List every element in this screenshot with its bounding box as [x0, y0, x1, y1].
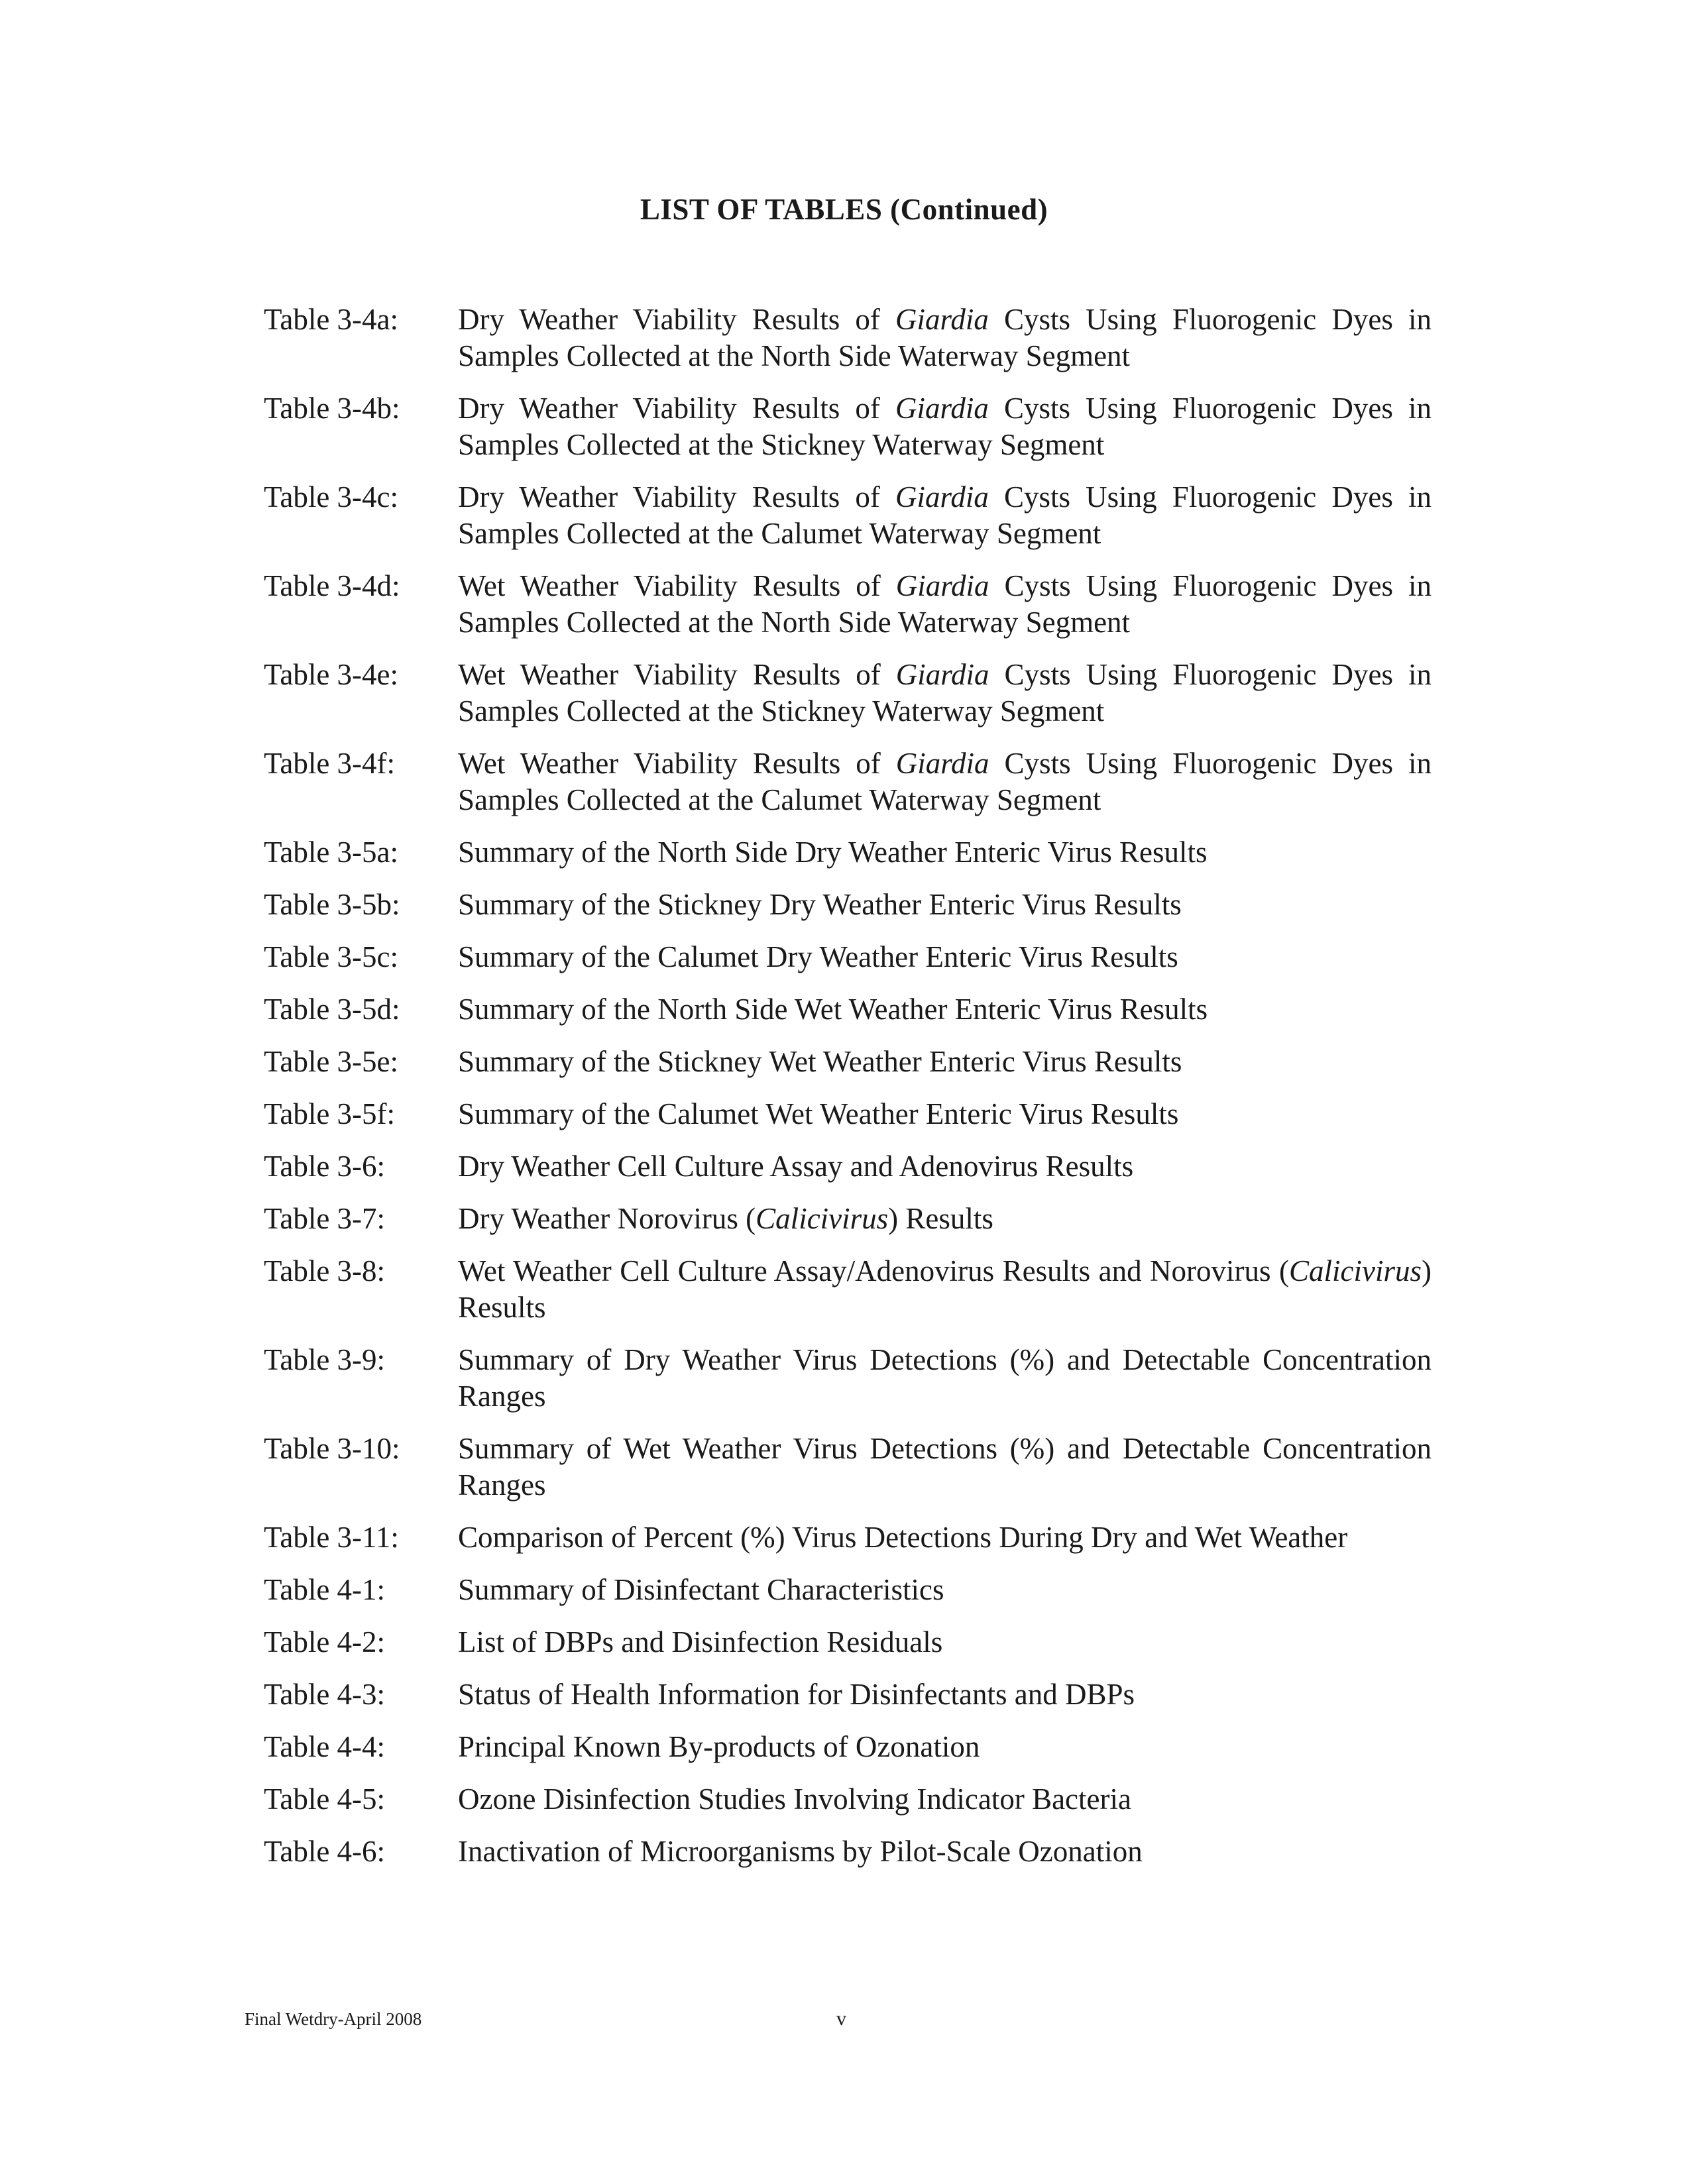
- table-entry: [264, 1431, 1432, 1503]
- table-list: [264, 301, 1432, 1886]
- table-title: Summary of the Calumet Wet Weather Enteric Virus Results: [458, 1097, 1179, 1130]
- table-title: Summary of the Stickney Wet Weather Enteric Virus Results: [458, 1045, 1182, 1078]
- table-number: Table 4-1:: [264, 1573, 386, 1606]
- table-title: Wet Weather Cell Culture Assay/Adenovirus Results and Norovirus (Calicivirus) Results: [458, 1254, 1432, 1324]
- table-entry: [264, 991, 1432, 1028]
- table-title: Summary of Disinfectant Characteristics: [458, 1573, 944, 1606]
- table-number: Table 4-4:: [264, 1730, 386, 1763]
- table-number: Table 3-5f:: [264, 1097, 396, 1130]
- page-title: LIST OF TABLES (Continued): [640, 193, 1048, 226]
- table-entry: [264, 1201, 1432, 1237]
- table-number: Table 4-5:: [264, 1782, 386, 1816]
- table-entry: [264, 1342, 1432, 1415]
- table-entry: [264, 390, 1432, 463]
- table-entry: [264, 1833, 1432, 1870]
- footer-document-id: Final Wetdry-April 2008: [245, 2009, 422, 2029]
- table-entry: [264, 939, 1432, 975]
- table-entry: [264, 1624, 1432, 1661]
- table-title: Dry Weather Viability Results of Giardia Cysts Using Fluorogenic Dyes in Samples Collected at the North Side Waterway Segment: [458, 303, 1432, 372]
- table-title: Dry Weather Viability Results of Giardia Cysts Using Fluorogenic Dyes in Samples Collected at the Calumet Waterway Segment: [458, 480, 1432, 550]
- table-number: Table 3-5c:: [264, 940, 399, 973]
- page-number: v: [836, 2008, 846, 2030]
- table-entry: [264, 1572, 1432, 1608]
- table-title: Wet Weather Viability Results of Giardia Cysts Using Fluorogenic Dyes in Samples Collected at the North Side Waterway Segment: [458, 569, 1432, 639]
- table-number: Table 3-4a:: [264, 303, 399, 336]
- table-title: List of DBPs and Disinfection Residuals: [458, 1625, 943, 1659]
- table-entry: [264, 657, 1432, 730]
- table-entry: [264, 1729, 1432, 1765]
- table-number: Table 4-2:: [264, 1625, 386, 1659]
- table-number: Table 4-6:: [264, 1835, 386, 1868]
- table-number: Table 3-6:: [264, 1150, 386, 1183]
- table-entry: [264, 1676, 1432, 1713]
- table-title: Wet Weather Viability Results of Giardia Cysts Using Fluorogenic Dyes in Samples Collected at the Stickney Waterway Segment: [458, 658, 1432, 728]
- table-number: Table 3-4d:: [264, 569, 400, 602]
- table-title: Summary of the Stickney Dry Weather Enteric Virus Results: [458, 888, 1182, 921]
- table-entry: [264, 1781, 1432, 1818]
- table-title: Summary of the Calumet Dry Weather Enteric Virus Results: [458, 940, 1178, 973]
- table-title: Summary of Wet Weather Virus Detections (%) and Detectable Concentration Ranges: [458, 1432, 1432, 1502]
- table-title: Ozone Disinfection Studies Involving Indicator Bacteria: [458, 1782, 1131, 1816]
- table-title: Inactivation of Microorganisms by Pilot-Scale Ozonation: [458, 1835, 1143, 1868]
- table-entry: [264, 1519, 1432, 1556]
- table-title: Comparison of Percent (%) Virus Detections During Dry and Wet Weather: [458, 1521, 1348, 1554]
- table-number: Table 4-3:: [264, 1678, 386, 1711]
- table-title: Summary of the North Side Dry Weather Enteric Virus Results: [458, 836, 1208, 869]
- table-entry: [264, 1044, 1432, 1080]
- table-entry: [264, 1148, 1432, 1185]
- table-number: Table 3-5a:: [264, 836, 399, 869]
- table-title: Status of Health Information for Disinfectants and DBPs: [458, 1678, 1135, 1711]
- table-number: Table 3-5d:: [264, 993, 400, 1026]
- table-title: Summary of Dry Weather Virus Detections (%) and Detectable Concentration Ranges: [458, 1343, 1432, 1413]
- table-number: Table 3-4e:: [264, 658, 399, 691]
- table-number: Table 3-4b:: [264, 392, 400, 425]
- table-number: Table 3-9:: [264, 1343, 386, 1376]
- table-entry: [264, 568, 1432, 641]
- table-number: Table 3-4c:: [264, 480, 399, 514]
- table-title: Wet Weather Viability Results of Giardia Cysts Using Fluorogenic Dyes in Samples Collected at the Calumet Waterway Segment: [458, 747, 1432, 816]
- table-title: Dry Weather Cell Culture Assay and Adenovirus Results: [458, 1150, 1134, 1183]
- table-entry: [264, 745, 1432, 818]
- table-number: Table 3-5b:: [264, 888, 400, 921]
- table-title: Principal Known By-products of Ozonation: [458, 1730, 980, 1763]
- table-entry: [264, 1096, 1432, 1132]
- table-number: Table 3-5e:: [264, 1045, 399, 1078]
- table-title: Dry Weather Norovirus (Calicivirus) Results: [458, 1202, 993, 1235]
- table-number: Table 3-4f:: [264, 747, 396, 780]
- table-number: Table 3-8:: [264, 1254, 386, 1287]
- table-number: Table 3-10:: [264, 1432, 400, 1465]
- table-entry: [264, 1253, 1432, 1326]
- table-entry: [264, 301, 1432, 374]
- table-entry: [264, 887, 1432, 923]
- table-title: Summary of the North Side Wet Weather Enteric Virus Results: [458, 993, 1208, 1026]
- table-entry: [264, 834, 1432, 871]
- table-title: Dry Weather Viability Results of Giardia Cysts Using Fluorogenic Dyes in Samples Collected at the Stickney Waterway Segment: [458, 392, 1432, 461]
- table-number: Table 3-11:: [264, 1521, 399, 1554]
- table-number: Table 3-7:: [264, 1202, 386, 1235]
- table-entry: [264, 479, 1432, 552]
